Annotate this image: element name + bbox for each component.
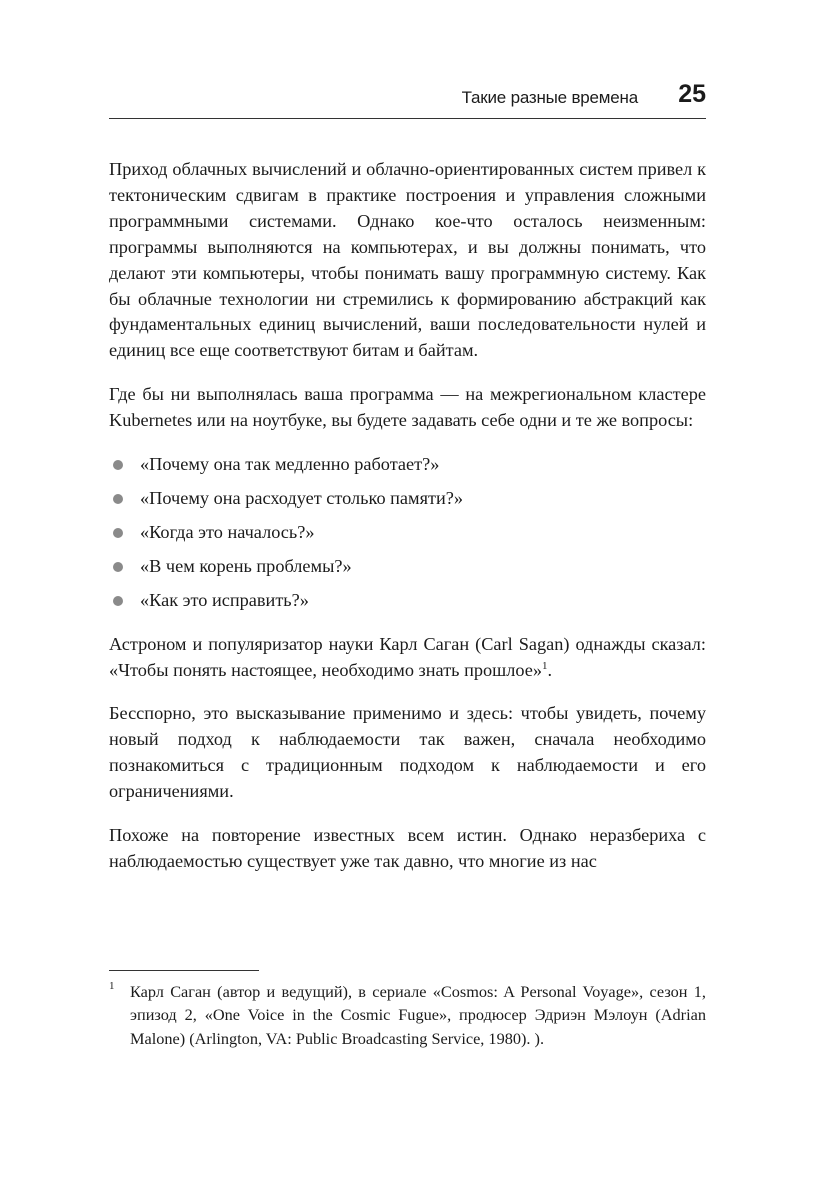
question-list bbox=[109, 452, 706, 614]
bullet-icon bbox=[113, 460, 123, 470]
quote-tail: . bbox=[547, 659, 553, 680]
list-item bbox=[109, 588, 706, 614]
bullet-icon bbox=[113, 562, 123, 572]
page-number: 25 bbox=[678, 80, 706, 108]
list-item bbox=[109, 452, 706, 478]
footnote-divider bbox=[109, 970, 259, 971]
paragraph: Бесспорно, это высказывание применимо и здесь: чтобы увидеть, почему новый подход к наблюдаемости так важен, сначала необходимо познакомиться с традиционным подходом к наблюдаемости и его ограничениями. bbox=[109, 703, 706, 802]
list-item-text: «В чем корень проблемы?» bbox=[140, 555, 352, 576]
chapter-title: Такие разные времена bbox=[461, 88, 638, 107]
list-item-text: «Почему она так медленно работает?» bbox=[140, 454, 440, 475]
paragraph: Похоже на повторение известных всем истин. Однако неразбериха с наблюдаемостью существует уже так давно, что многие из нас bbox=[109, 825, 706, 871]
body-text bbox=[109, 157, 706, 893]
footnote bbox=[109, 980, 706, 1050]
list-item-text: «Почему она расходует столько памяти?» bbox=[140, 487, 464, 508]
bullet-icon bbox=[113, 528, 123, 538]
bullet-icon bbox=[113, 596, 123, 606]
list-item bbox=[109, 554, 706, 580]
paragraph: Приход облачных вычислений и облачно-ориентированных систем привел к тектоническим сдвигам в практике построения и управления сложными программными системами. Однако кое-что осталось неизменным: программы выполняются на компьютерах, и вы должны понимать, что делают эти компьютеры, чтобы понимать вашу программную систему. Как бы облачные технологии ни стремились к формированию абстракций как фундаментальных единиц вычислений, ваши последовательности нулей и единиц все еще соответствуют битам и байтам. bbox=[109, 159, 706, 361]
sagan-quote-paragraph bbox=[109, 632, 706, 684]
footnote-number: 1 bbox=[109, 980, 115, 992]
list-item-text: «Когда это началось?» bbox=[140, 521, 315, 542]
footnote-reference[interactable]: 1 bbox=[541, 659, 548, 672]
quote-text: Астроном и популяризатор науки Карл Саган (Carl Sagan) однажды сказал: «Чтобы понять настоящее, необходимо знать прошлое» bbox=[109, 633, 706, 680]
paragraph: Где бы ни выполнялась ваша программа — на межрегиональном кластере Kubernetes или на ноутбуке, вы будете задавать себе одни и те же вопросы: bbox=[109, 384, 706, 431]
footnote-text: Карл Саган (автор и ведущий), в сериале «Cosmos: A Personal Voyage», сезон 1, эпизод 2, «One Voice in the Cosmic Fugue», продюсер Эдриэн Мэлоун (Adrian Malone) (Arlington, VA: Public Broadcasting Service, 1980). ). bbox=[130, 982, 706, 1048]
bullet-icon bbox=[113, 494, 123, 504]
list-item bbox=[109, 486, 706, 512]
list-item bbox=[109, 520, 706, 546]
running-header bbox=[109, 78, 706, 119]
list-item-text: «Как это исправить?» bbox=[140, 589, 309, 610]
